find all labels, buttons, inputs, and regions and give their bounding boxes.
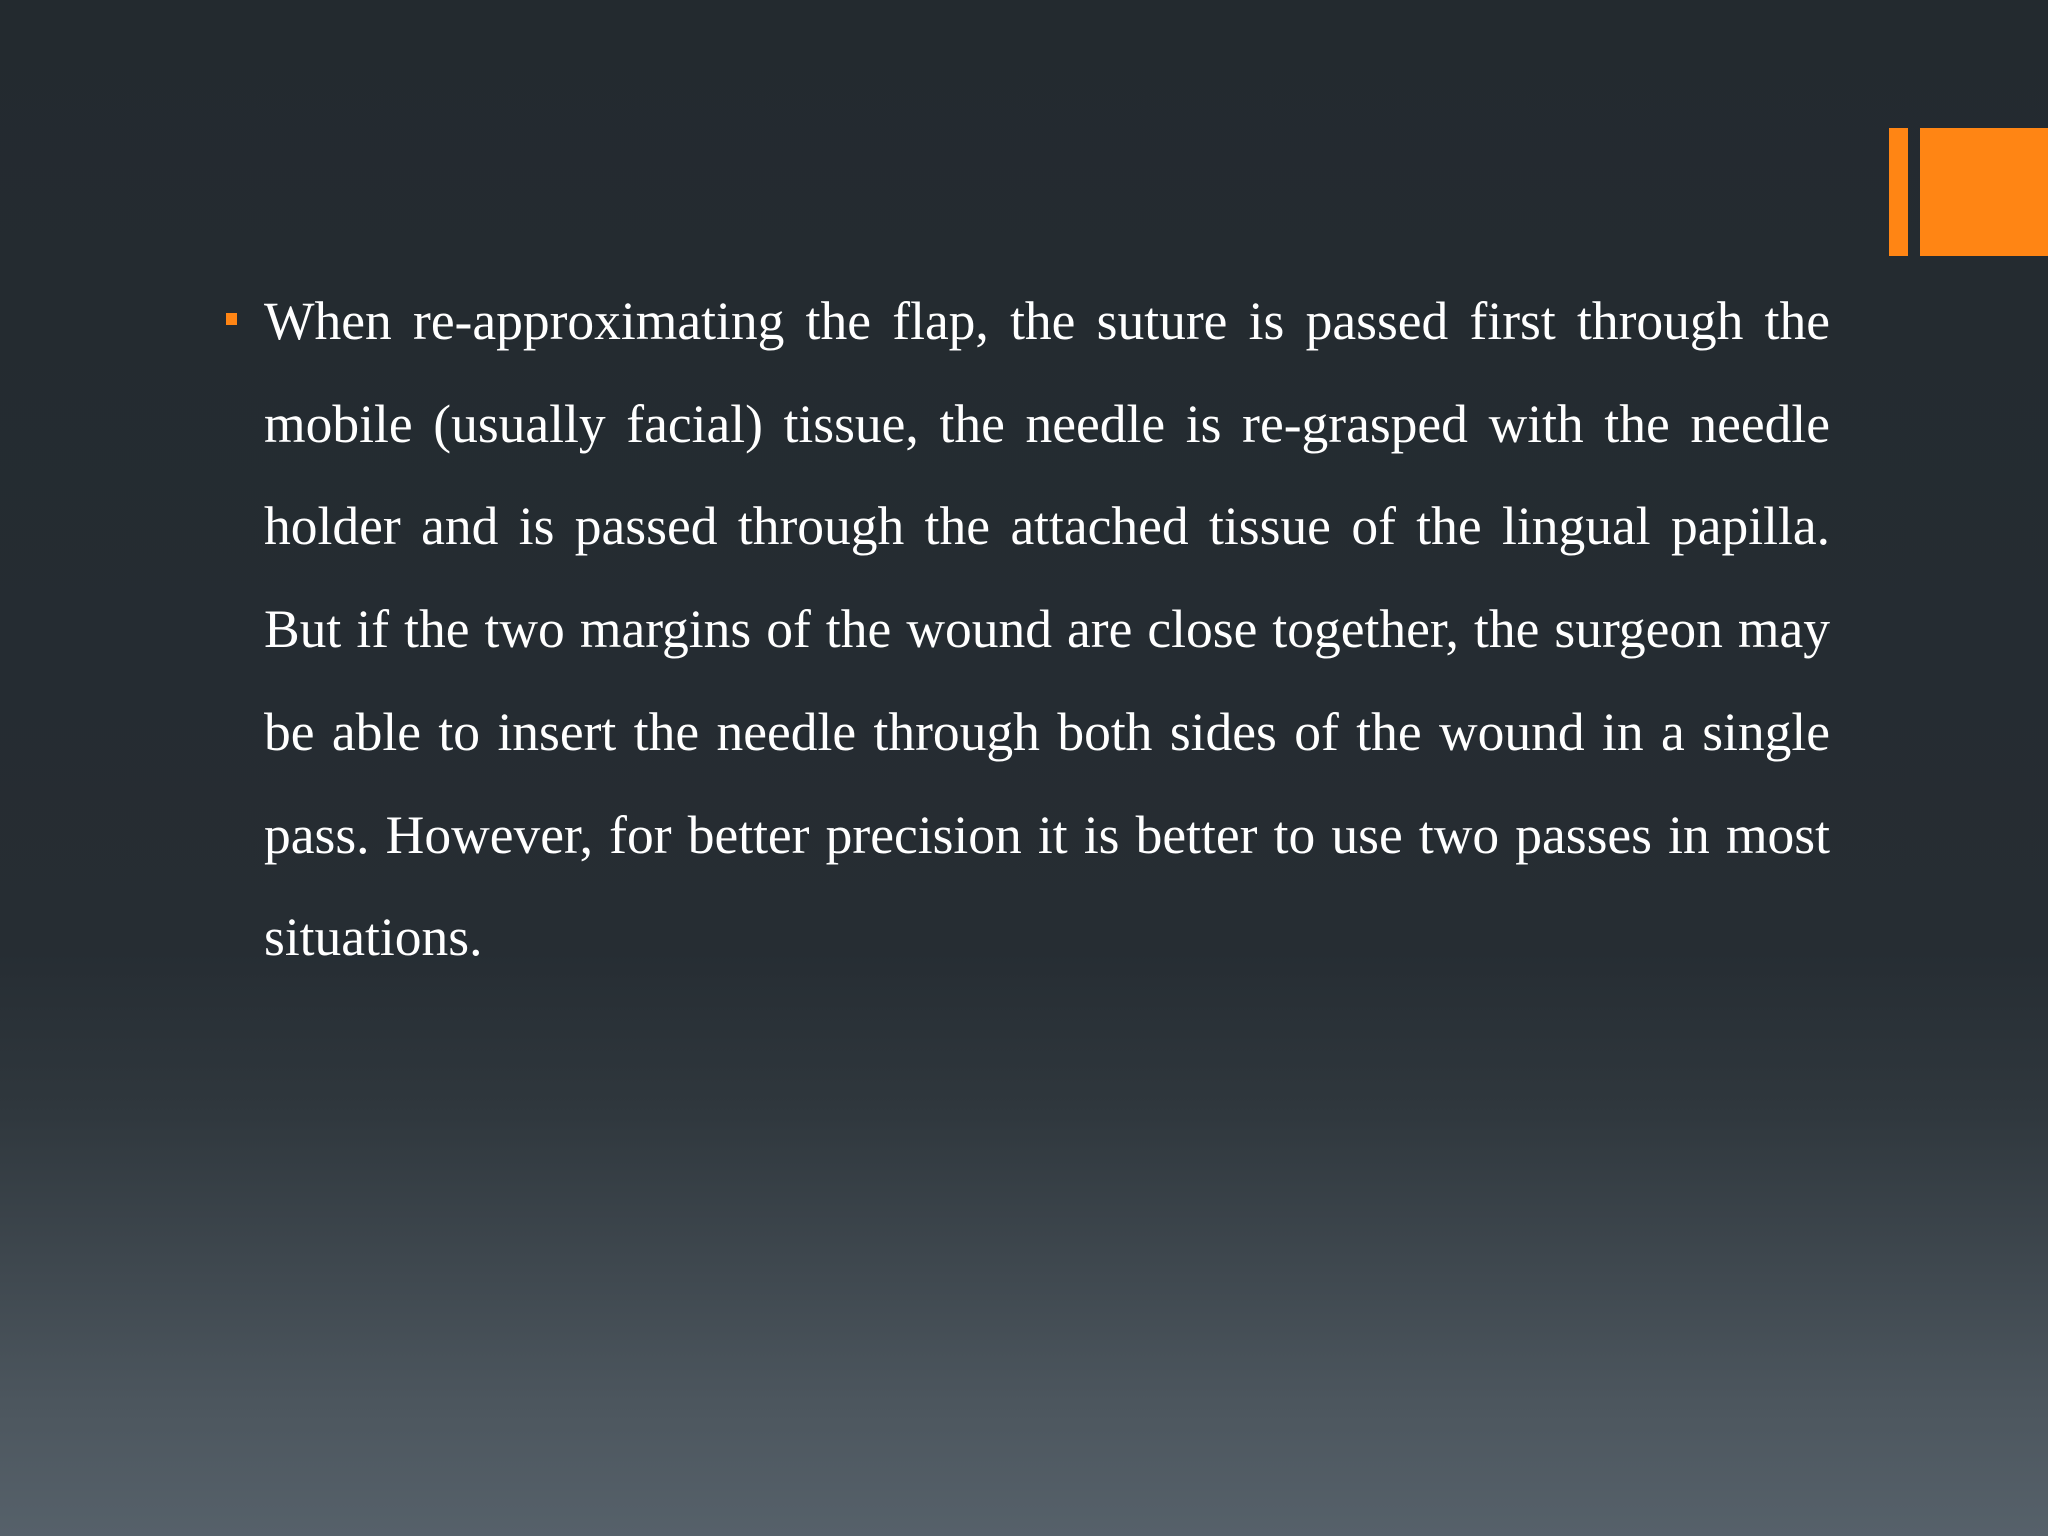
bullet-item: [222, 270, 1830, 989]
accent-bar-thin: [1889, 128, 1908, 256]
slide-content: [222, 270, 1830, 989]
bullet-text: When re-approximating the flap, the suture is passed first through the mobile (usually facial) tissue, the needle is re-grasped with the needle holder and is passed through the attached tissue of the lingual papilla. But if the two margins of the wound are close together, the surgeon may be able to insert the needle through both sides of the wound in a single pass. However, for better precision it is better to use two passes in most situations.: [264, 291, 1830, 968]
square-bullet-icon: [226, 313, 237, 325]
accent-block: [1920, 128, 2048, 256]
